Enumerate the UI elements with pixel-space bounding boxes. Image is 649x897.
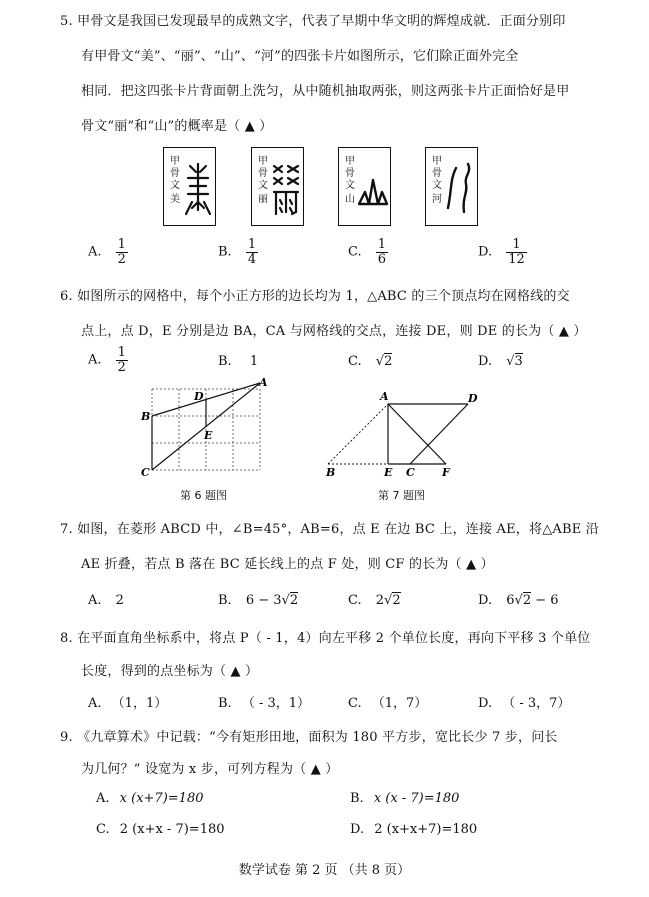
vertex-d-label: D xyxy=(468,392,478,405)
card-side-label: 甲骨文 xyxy=(345,156,355,191)
denominator: 12 xyxy=(508,251,525,267)
q8-line-2: 长度，得到的点坐标为（ ▲ ） xyxy=(81,664,259,679)
q5-line-4: 骨文“丽”和“山”的概率是（ ▲ ） xyxy=(81,119,273,134)
oracle-shan-glyph-icon xyxy=(357,158,389,218)
option-value: （1，1） xyxy=(111,696,168,711)
numerator: 1 xyxy=(117,345,126,360)
numerator: 1 xyxy=(377,237,387,252)
q8-option-d xyxy=(478,692,570,711)
option-suffix: − 6 xyxy=(531,593,559,608)
option-label: B. xyxy=(218,354,232,369)
card-side-label: 甲骨文 xyxy=(258,156,268,191)
rhombus-lines xyxy=(388,404,468,464)
card-li xyxy=(251,147,304,226)
card-he xyxy=(425,147,478,226)
sqrt-sign: √ xyxy=(375,354,385,369)
q5-option-a xyxy=(88,238,128,266)
q5-line-3: 相同．把这四张卡片背面朝上洗匀，从中随机抽取两张，则这两张卡片正面恰好是甲 xyxy=(81,84,570,99)
figure-6-caption: 第 6 题图 xyxy=(180,489,227,502)
q6-line-1: 6. 如图所示的网格中，每个小正方形的边长均为 1，△ABC 的三个顶点均在网格线的交 xyxy=(60,289,570,304)
point-e-label: E xyxy=(204,429,213,442)
card-side-label: 甲骨文 xyxy=(170,156,180,191)
option-label: B. xyxy=(218,593,232,608)
q6-option-b xyxy=(218,354,258,369)
option-value: （1，7） xyxy=(371,696,428,711)
q7-option-a xyxy=(88,593,124,608)
card-name-label: 丽 xyxy=(258,194,268,205)
q7-option-d xyxy=(478,593,559,608)
q7-line-1: 7. 如图，在菱形 ABCD 中，∠B=45°，AB=6，点 E 在边 BC 上，连接 AE，将△ABE 沿 xyxy=(60,522,599,537)
q5-option-d xyxy=(478,238,527,266)
q8-option-b xyxy=(218,692,310,711)
card-name-label: 河 xyxy=(432,194,442,205)
vertex-b-label: B xyxy=(141,410,151,423)
point-d-label: D xyxy=(194,390,204,403)
vertex-a-label: A xyxy=(380,390,389,403)
q7-option-b xyxy=(218,593,298,608)
fraction xyxy=(376,238,388,266)
q7-option-c xyxy=(348,593,401,608)
sqrt-sign: √ xyxy=(514,593,523,608)
option-label: A. xyxy=(88,593,102,608)
option-label: D. xyxy=(478,244,493,260)
q7-line-2: AE 折叠，若点 B 落在 BC 延长线上的点 F 处，则 CF 的长为（ ▲ ） xyxy=(81,557,494,572)
denominator: 2 xyxy=(117,251,126,267)
q8-option-a xyxy=(88,692,167,711)
option-label: C. xyxy=(348,696,362,711)
numerator: 1 xyxy=(117,237,126,252)
oracle-he-glyph-icon xyxy=(444,158,476,218)
option-label: D. xyxy=(350,822,365,837)
vertex-c-label: C xyxy=(141,466,150,479)
page-footer: 数学试卷 第 2 页 （共 8 页） xyxy=(238,863,411,878)
dashed-lines xyxy=(328,404,388,464)
q5-option-b xyxy=(218,238,258,266)
q9-line-1: 9. 《九章算术》中记载：“今有矩形田地，面积为 180 平方步，宽比长少 7 步，问长 xyxy=(60,730,558,745)
q6-option-c xyxy=(348,354,392,369)
numerator: 1 xyxy=(247,237,257,252)
q9-option-c xyxy=(96,822,225,837)
fraction xyxy=(116,238,128,266)
q6-option-d xyxy=(478,354,523,369)
option-value: 1 xyxy=(249,354,259,369)
radicand: 2 xyxy=(384,354,393,369)
q5-line-1: 5. 甲骨文是我国已发现最早的成熟文字，代表了早期中华文明的辉煌成就．正面分别印 xyxy=(60,14,566,29)
option-value: 2 xyxy=(115,593,124,608)
vertex-a-label: A xyxy=(259,378,268,389)
card-name-label: 美 xyxy=(170,194,180,205)
card-mei xyxy=(163,147,216,226)
sqrt-sign: √ xyxy=(281,593,290,608)
fraction xyxy=(506,238,527,266)
card-shan xyxy=(338,147,391,226)
option-label: C. xyxy=(96,822,110,837)
q9-line-2: 为几何？” 设宽为 x 步，可列方程为（ ▲ ） xyxy=(81,762,339,777)
option-label: B. xyxy=(218,244,232,260)
q5-line-2: 有甲骨文“美”、“丽”、“山”、“河”的四张卡片如图所示，它们除正面外完全 xyxy=(81,49,519,64)
q5-option-c xyxy=(348,238,388,266)
triangle-abc xyxy=(152,383,260,470)
numerator: 1 xyxy=(506,238,527,253)
option-label: D. xyxy=(478,354,493,369)
vertex-b-label: B xyxy=(326,466,336,479)
oracle-li-glyph-icon xyxy=(270,158,302,218)
figure-7-caption: 第 7 题图 xyxy=(378,489,425,502)
oracle-mei-glyph-icon xyxy=(182,158,214,218)
q8-line-1: 8. 在平面直角坐标系中，将点 P（ - 1，4）向左平移 2 个单位长度，再向下平移 3 个单位 xyxy=(60,631,591,646)
option-label: C. xyxy=(348,244,362,260)
denominator: 6 xyxy=(377,251,387,267)
option-value: （ - 3，7） xyxy=(502,696,571,711)
option-prefix: 6 − 3 xyxy=(245,593,282,608)
option-label: B. xyxy=(350,791,364,806)
sqrt-sign: √ xyxy=(384,593,393,608)
point-f-label: F xyxy=(442,466,450,479)
q9-option-a xyxy=(96,791,203,806)
option-value: 2 (x+x - 7)=180 xyxy=(119,822,225,837)
denominator: 2 xyxy=(117,359,126,375)
radicand: 2 xyxy=(522,593,532,608)
card-side-label: 甲骨文 xyxy=(432,156,442,191)
q9-option-d xyxy=(350,822,477,837)
option-value: x (x+7)=180 xyxy=(119,791,204,806)
q6-option-a xyxy=(88,346,128,374)
q6-line-2: 点上，点 D，E 分别是边 BA，CA 与网格线的交点，连接 DE，则 DE 的长为（ ▲ ） xyxy=(81,324,587,339)
option-label: D. xyxy=(478,593,493,608)
option-label: A. xyxy=(88,352,102,368)
option-label: C. xyxy=(348,354,362,369)
option-label: B. xyxy=(218,696,232,711)
option-value: 2 (x+x+7)=180 xyxy=(374,822,478,837)
fraction xyxy=(246,238,258,266)
option-label: D. xyxy=(478,696,493,711)
option-value: （ - 3，1） xyxy=(241,696,311,711)
radicand: 2 xyxy=(392,593,401,608)
figure-6-grid xyxy=(135,378,275,480)
sqrt-sign: √ xyxy=(506,354,515,369)
fraction xyxy=(116,346,128,374)
q9-option-b xyxy=(350,791,459,806)
card-name-label: 山 xyxy=(345,194,355,205)
radicand: 2 xyxy=(289,593,299,608)
vertex-c-label: C xyxy=(406,466,415,479)
radicand: 3 xyxy=(514,354,523,369)
option-prefix: 2 xyxy=(375,593,385,608)
figure-7-rhombus xyxy=(318,384,488,480)
option-value: x (x - 7)=180 xyxy=(373,791,460,806)
option-label: A. xyxy=(96,791,110,806)
option-prefix: 6 xyxy=(506,593,515,608)
denominator: 4 xyxy=(247,251,257,267)
point-e-label: E xyxy=(384,466,393,479)
option-label: A. xyxy=(88,244,102,260)
option-label: A. xyxy=(88,696,102,711)
q8-option-c xyxy=(348,692,427,711)
option-label: C. xyxy=(348,593,362,608)
